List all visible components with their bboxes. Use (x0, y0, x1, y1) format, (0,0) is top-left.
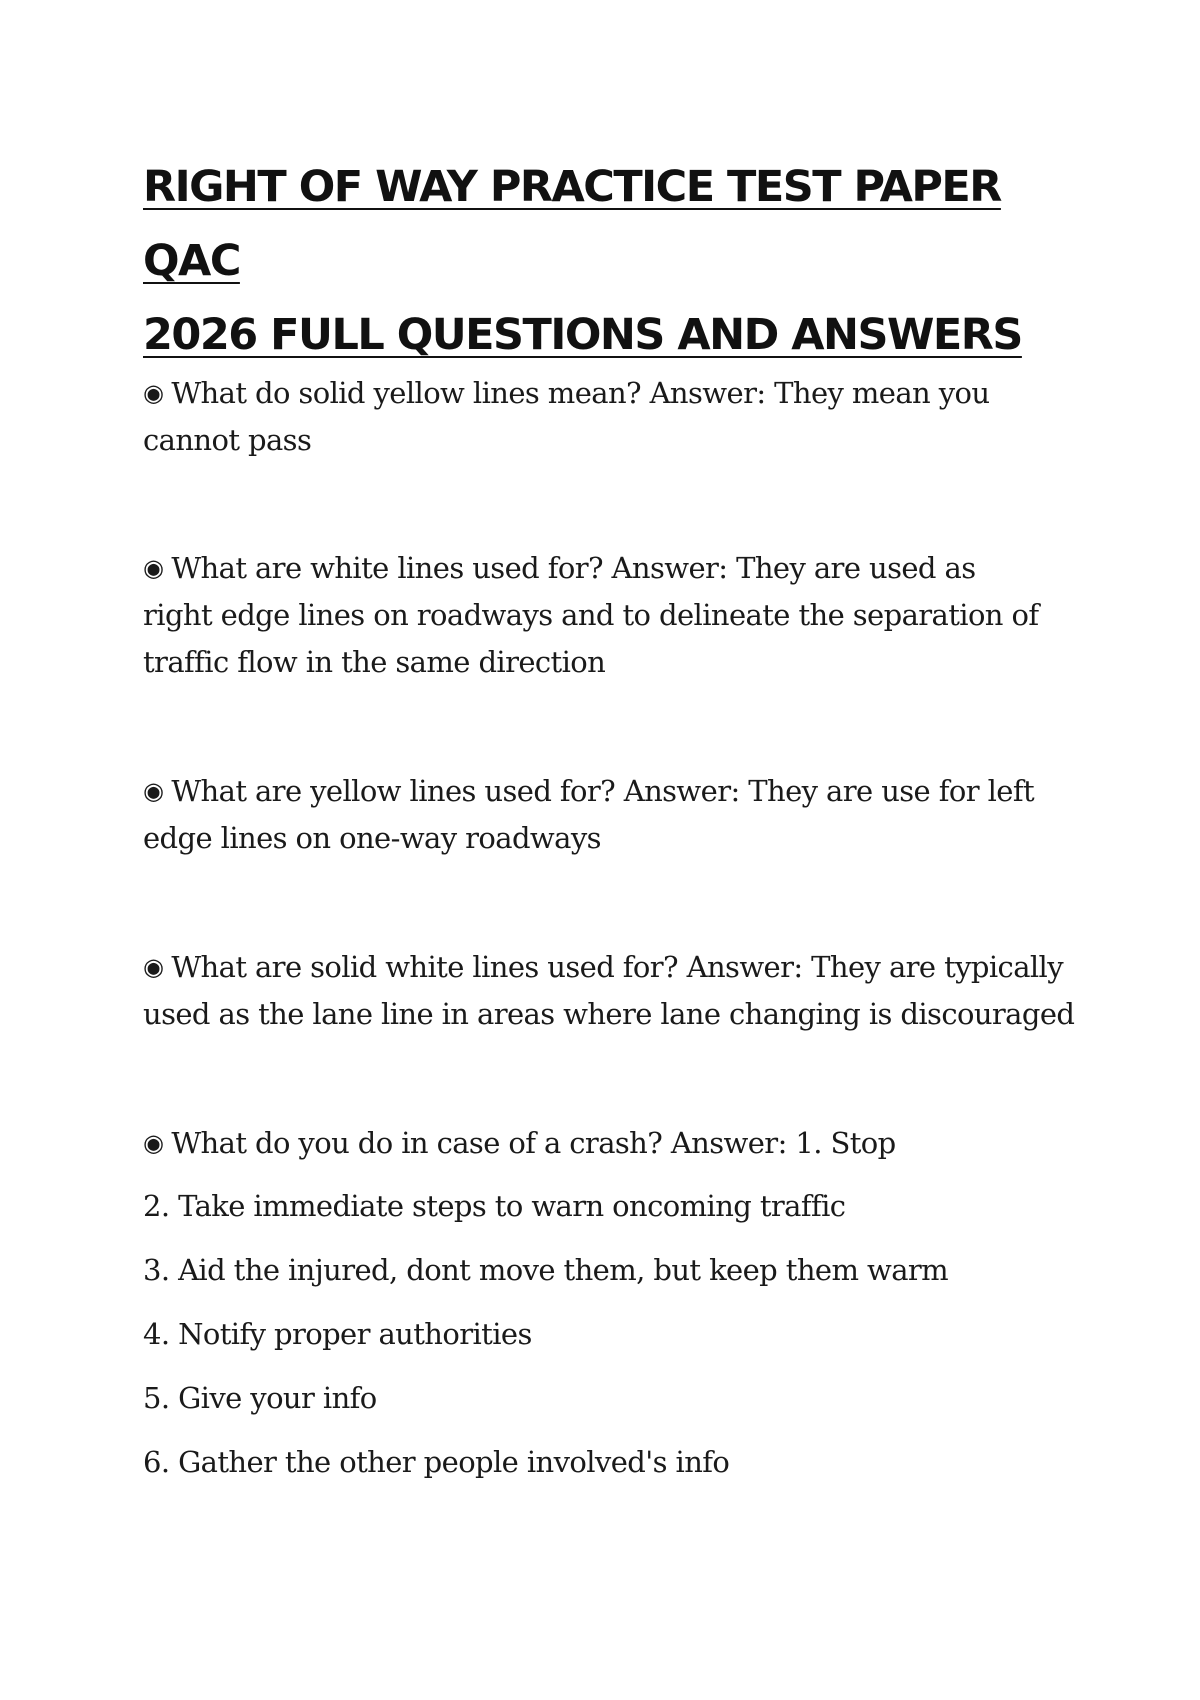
list-item: 6. Gather the other people involved's info (143, 1445, 730, 1479)
list-item: 2. Take immediate steps to warn oncoming traffic (143, 1189, 846, 1223)
crash-steps-list (143, 1174, 1083, 1494)
bullet-icon: ◉ (143, 1129, 164, 1157)
qa-text: What are yellow lines used for? Answer: They are use for left edge lines on one-way roadways (143, 774, 1035, 855)
bullet-icon: ◉ (143, 554, 164, 582)
bullet-icon: ◉ (143, 379, 164, 407)
list-item: 3. Aid the injured, dont move them, but keep them warm (143, 1253, 949, 1287)
document-title (143, 150, 1083, 372)
qa-item (143, 1120, 1083, 1167)
qa-text: What are white lines used for? Answer: They are used as right edge lines on roadways and to delineate the separation of traffic flow in the same direction (143, 551, 1039, 679)
title-line-1: RIGHT OF WAY PRACTICE TEST PAPER QAC (143, 162, 1001, 286)
qa-item (143, 768, 1083, 862)
qa-text: What do solid yellow lines mean? Answer: They mean you cannot pass (143, 376, 990, 457)
qa-item (143, 545, 1043, 686)
bullet-icon: ◉ (143, 777, 164, 805)
list-item: 4. Notify proper authorities (143, 1317, 532, 1351)
qa-item (143, 944, 1083, 1038)
qa-item (143, 370, 1083, 464)
qa-text: What are solid white lines used for? Answer: They are typically used as the lane line in areas where lane changing is discouraged (143, 950, 1075, 1031)
qa-text: What do you do in case of a crash? Answer: 1. Stop (171, 1126, 896, 1160)
document-page (143, 150, 1083, 1479)
list-item: 5. Give your info (143, 1381, 377, 1415)
bullet-icon: ◉ (143, 953, 164, 981)
title-line-2: 2026 FULL QUESTIONS AND ANSWERS (143, 310, 1022, 360)
